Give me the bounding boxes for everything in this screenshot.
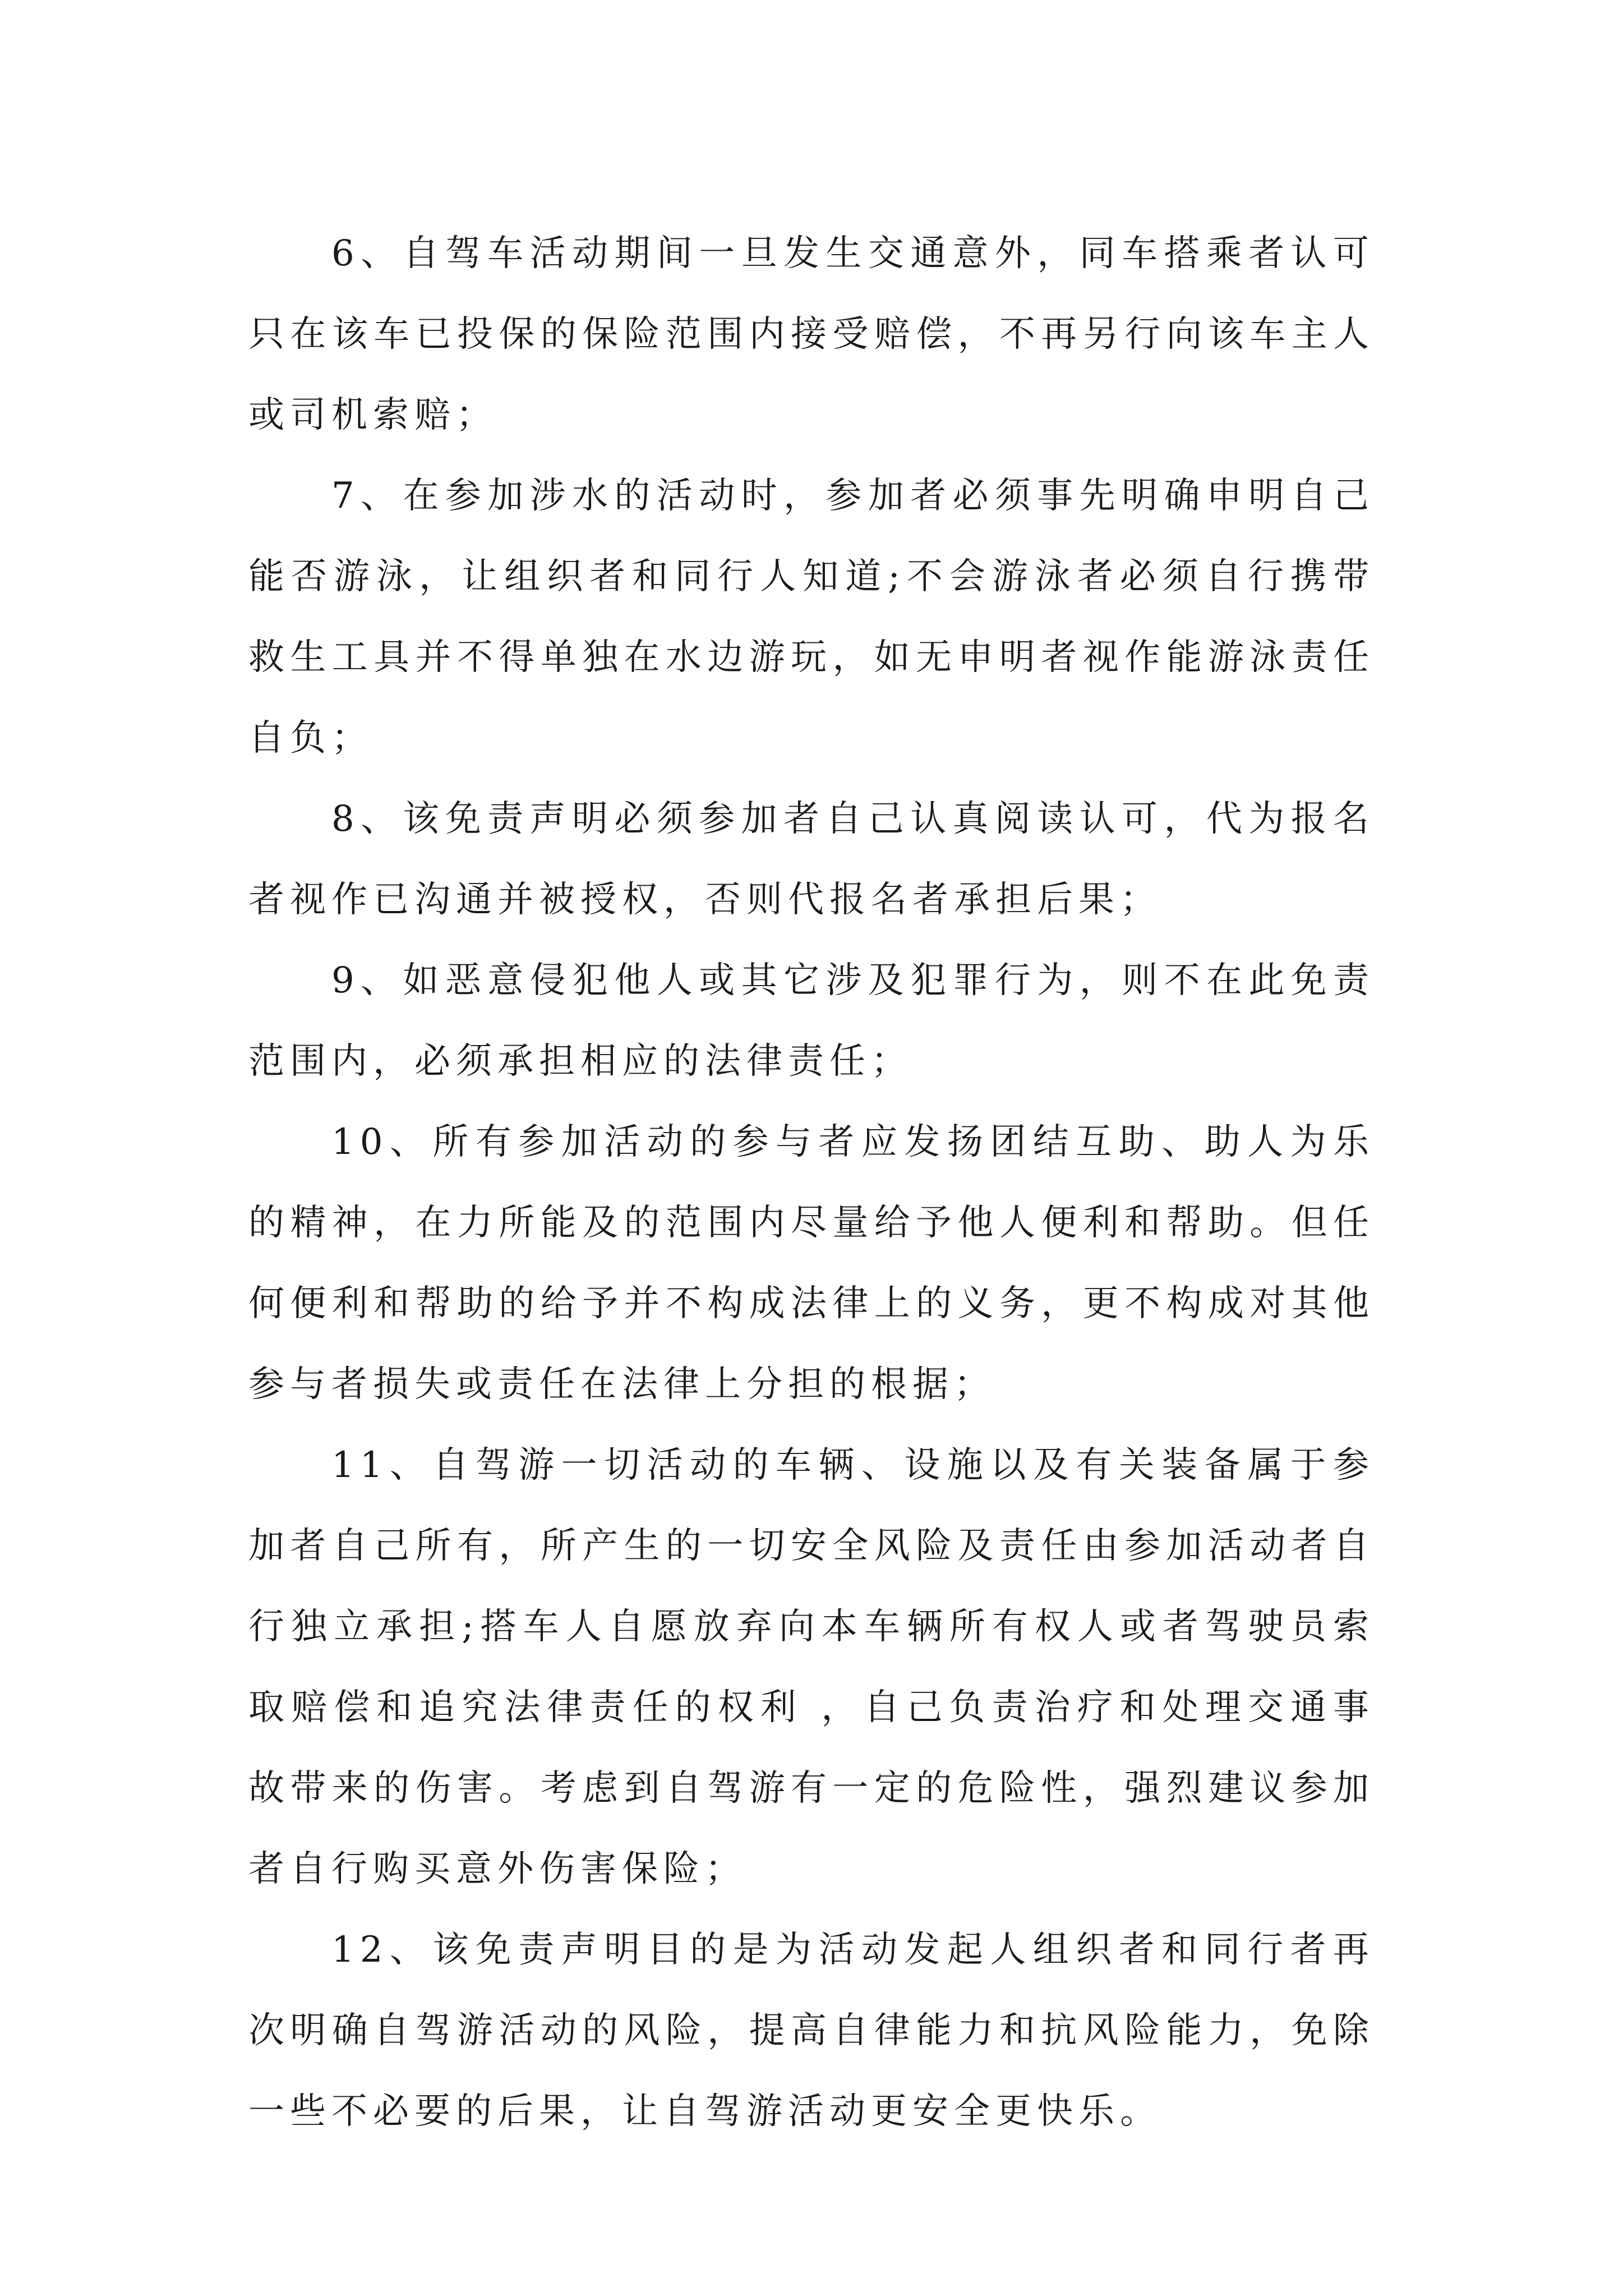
clause-11: 11、自驾游一切活动的车辆、设施以及有关装备属于参加者自己所有，所产生的一切安全风险及责任由参加活动者自行独立承担;搭车人自愿放弃向本车辆所有权人或者驾驶员索取赔偿和追究法律责任的权利 ，自己负责治疗和处理交通事故带来的伤害。考虑到自驾游有一定的危险性，强烈建议参加者自行购买意外伤害保险； — [248, 1444, 1375, 1890]
clause-9: 9、如恶意侵犯他人或其它涉及犯罪行为，则不在此免责范围内，必须承担相应的法律责任； — [248, 960, 1375, 1082]
document-body — [248, 213, 1375, 2152]
clause-7: 7、在参加涉水的活动时，参加者必须事先明确申明自己能否游泳，让组织者和同行人知道;不会游泳者必须自行携带救生工具并不得单独在水边游玩，如无申明者视作能游泳责任自负； — [248, 475, 1375, 759]
clause-6: 6、自驾车活动期间一旦发生交通意外，同车搭乘者认可只在该车已投保的保险范围内接受赔偿，不再另行向该车主人或司机索赔； — [248, 233, 1375, 436]
clause-10: 10、所有参加活动的参与者应发扬团结互助、助人为乐的精神，在力所能及的范围内尽量给予他人便利和帮助。但任何便利和帮助的给予并不构成法律上的义务，更不构成对其他参与者损失或责任在法律上分担的根据； — [248, 1121, 1375, 1405]
clause-8: 8、该免责声明必须参加者自己认真阅读认可，代为报名者视作已沟通并被授权，否则代报名者承担后果； — [248, 798, 1375, 921]
clause-12: 12、该免责声明目的是为活动发起人组织者和同行者再次明确自驾游活动的风险，提高自律能力和抗风险能力，免除一些不必要的后果，让自驾游活动更安全更快乐。 — [248, 1929, 1375, 2132]
